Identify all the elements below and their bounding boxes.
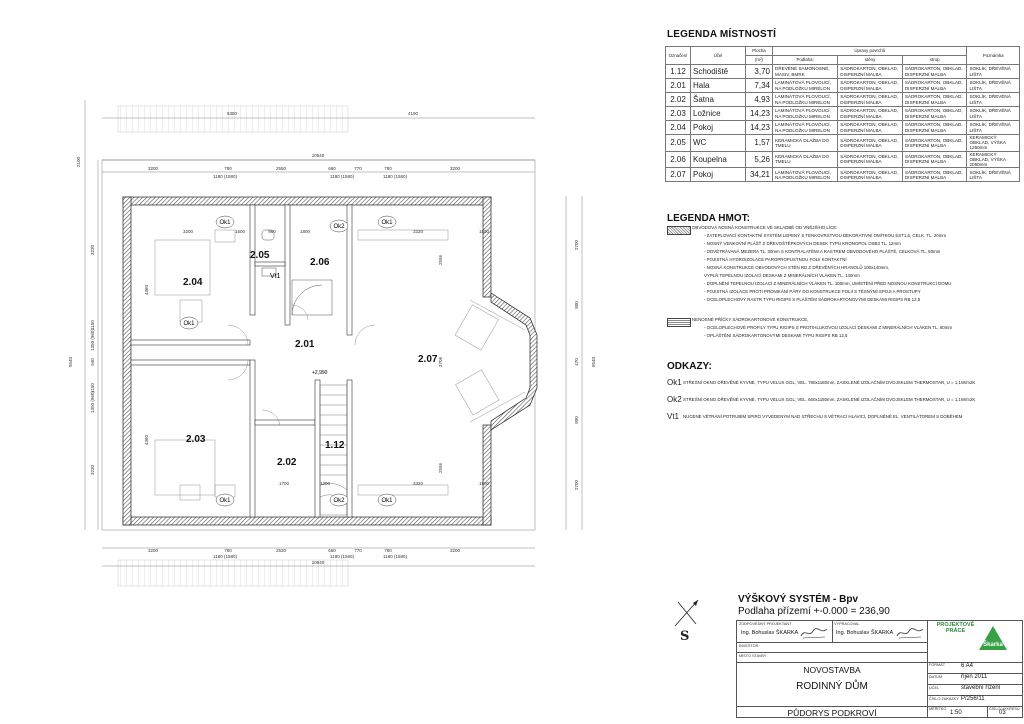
room-note: KERAMICKÝ OBKLAD, VÝŠKA 1250mm [967,135,1020,152]
scale-label: MĚŘÍTKO [929,707,947,711]
room-area: 3,70 [746,65,773,79]
dimension-text: 470 [574,358,579,366]
room-name: Ložnice [691,107,746,121]
col-code: Označení [666,47,691,65]
dimension-text: 3200 [449,548,461,553]
dimension-text: 4360 [144,434,149,446]
room-floor: LAMINÁTOVÁ PLOVOUCÍ, NA PODLOŽKU MIRELON [773,107,838,121]
material-item: - ZATEPLOVACÍ KONTAKTNÍ SYSTÉM LEPENÝ S TENKOVRSTVOU DEKORATIVNÍ OMÍTKOU EST1,5, CELK. TL. 20mm [704,233,947,238]
col-finish-group: Úpravy povrchů [773,47,967,56]
room-walls: SÁDROKARTON, OBKLAD, DISPERZNÍ MALBA [838,135,903,152]
stamp-line1: PROJEKTOVÉ [936,622,975,628]
dimension-text: 2100 [76,156,81,168]
site-label: MÍSTO STAVBY [739,654,767,658]
material-item: - OCELOPLECHOVÉ PROFILY TYPU RIGIPS S PROTIHLUKOVOU IZOLACÍ DESKAMI Z MINERÁLNÍCH VLÁKEN TL. 60mm [704,325,953,330]
dimension-text: 1180 (1580) [330,174,354,179]
dimension-text: 3200 [147,548,159,553]
level-mark: +2,990 [312,370,328,376]
dimension-text: 9540 [591,356,596,368]
dimension-text: 1180 (1580) [383,174,407,179]
company-logo-icon [977,624,1009,652]
dimension-text: 3230 [90,244,95,256]
room-floor: KERAMICKÁ DLAŽBA DO TMELU [773,135,838,152]
dimension-text: 2700 [574,479,579,491]
room-walls: SÁDROKARTON, OBKLAD, DISPERZNÍ MALBA [838,93,903,107]
room-area: 14,23 [746,121,773,135]
dimension-text: 800 [574,301,579,309]
date-label: DATUM [929,675,943,679]
project-line2: RODINNÝ DŮM [796,681,868,692]
dimension-text: 1500 [478,229,490,234]
dimension-text: 3230 [90,464,95,476]
room-row [666,65,1020,79]
room-name: Hala [691,79,746,93]
window-tag-ok1: Ok1 [381,220,393,226]
prepared-label: VYPRACOVAL [834,622,860,626]
title-block [736,620,1023,718]
dimension-text: 1800 [299,229,311,234]
material-item: - OPLÁŠTĚNÍ SÁDROKARTONOVÝMI DESKAMI TYPU RIGIPS RB 12,5 [704,333,848,338]
dimension-text: 770 [354,548,362,553]
room-floor: LAMINÁTOVÁ PLOVOUCÍ, NA PODLOŽKU MIRELON [773,79,838,93]
responsible-label: ZODPOVĚDNÝ PROJEKTANT [739,622,792,626]
room-area: 7,34 [746,79,773,93]
attic-floor-plan [60,90,620,590]
window-tag-ok1: Ok1 [219,220,231,226]
room-code: 2.05 [666,135,691,152]
room-walls: SÁDROKARTON, OBKLAD, DISPERZNÍ MALBA [838,121,903,135]
room-area: 34,21 [746,168,773,182]
outer-wall-left [123,197,131,525]
format-label: FORMÁT [929,663,946,667]
dimension-text: 660 [328,166,336,171]
room-area: 4,93 [746,93,773,107]
room-note: SOKLÍK, DŘEVĚNÁ LIŠTA [967,79,1020,93]
height-system-subtitle: Podlaha přízemí +-0.000 = 236,90 [738,606,890,617]
materials-group2 [692,316,1017,340]
dimension-text: 780 [384,548,392,553]
room-code: 2.01 [666,79,691,93]
materials-legend-title: LEGENDA HMOT: [667,213,750,224]
room-ceiling: SÁDROKARTON, OBKLAD, DISPERZNÍ MALBA [902,107,967,121]
col-area-unit: (m²) [746,56,773,65]
materials-group1-header: OBVODOVÁ NOSNÁ KONSTRUKCE VE SKLADBĚ OD VNĚJŠÍHO LÍCE: [692,225,838,230]
reference-row [667,408,1019,425]
bay-window-wall [491,293,537,430]
window-tag-ok1: Ok1 [381,498,393,504]
room-row [666,168,1020,182]
format-value: 6 A4 [961,663,974,669]
room-ceiling: SÁDROKARTON, OBKLAD, DISPERZNÍ MALBA [902,93,967,107]
room-legend-table [665,46,1020,182]
col-note: Poznámka [967,47,1020,65]
room-code: 2.02 [666,93,691,107]
room-code: 2.06 [666,151,691,168]
north-arrow-icon [672,596,702,644]
reference-row [667,391,1019,408]
dimension-text: 1350 (960) [90,391,95,413]
room-number-label: 2.04 [183,277,203,288]
room-ceiling: SÁDROKARTON, OBKLAD, DISPERZNÍ MALBA [902,135,967,152]
dimension-text: 960 [268,229,276,234]
dimension-text: 780 [224,166,232,171]
dimension-text: 4190 [407,111,419,116]
materials-group1 [692,224,1017,304]
room-number-label: 2.01 [295,339,315,350]
room-ceiling: SÁDROKARTON, OBKLAD, DISPERZNÍ MALBA [902,79,967,93]
room-row [666,135,1020,152]
room-number-label: 2.02 [277,457,297,468]
room-row [666,121,1020,135]
reference-code: Ok2 [667,395,682,404]
stamp-line2: PRÁCE [945,628,966,634]
order-label: ČÍSLO ZAKÁZKY [929,697,959,701]
dimension-text: 1200 [319,481,331,486]
reference-code: Ok1 [667,378,682,387]
scale-value: 1:50 [950,710,962,716]
room-floor: DŘEVĚNÉ SAMONOSNÉ, MASIV, BMRK [773,65,838,79]
room-note: KERAMICKÝ OBKLAD, VÝŠKA 2050mm [967,151,1020,168]
window-tag-ok1: Ok1 [219,498,231,504]
room-floor: LAMINÁTOVÁ PLOVOUCÍ, NA PODLOŽKU MIRELON [773,93,838,107]
dimension-text: 3706 [438,356,443,368]
room-area: 1,57 [746,135,773,152]
col-floor: Podlaha: [773,56,838,65]
dimension-text: 2556 [438,254,443,266]
room-walls: SÁDROKARTON, OBKLAD, DISPERZNÍ MALBA [838,107,903,121]
dimension-text: 2556 [438,462,443,474]
dimension-text: 780 [384,166,392,171]
dimension-text: 1500 [234,229,246,234]
dimension-text: 1500 [478,481,490,486]
room-code: 1.12 [666,65,691,79]
room-row [666,93,1020,107]
project-line1: NOVOSTAVBA [803,665,861,675]
dimension-text: 1180 (1580) [213,554,237,559]
window-tag-ok2: Ok2 [333,224,345,230]
room-name: Koupelna [691,151,746,168]
room-floor: LAMINÁTOVÁ PLOVOUCÍ, NA PODLOŽKU MIRELON [773,168,838,182]
reference-text: STŘEŠNÍ OKNO DŘEVĚNÉ KYVNÉ, TYPU VELUX GGL, VEL. 660x1180mm, ZASKLENÉ IZOLAČNÍM DVOJSKLEM THERMOSTAR, U = 1,1W/m2K [683,397,976,402]
investor-label: INVESTOR [739,644,759,648]
material-item: - ODVĚTRÁVANÁ MEZERA TL. 30mm S KONTRALATĚMI A RASTREM OBVODOVÉHO PLÁŠTĚ, CELKOVÁ TL. 60mm [704,249,941,254]
dimension-text: 10540 [311,153,325,158]
room-name: WC [691,135,746,152]
room-number-label: 2.07 [418,354,438,365]
roof-overhang-top [118,106,348,132]
room-floor: LAMINÁTOVÁ PLOVOUCÍ, NA PODLOŽKU MIRELON [773,121,838,135]
window-tag-ok1: Ok1 [183,321,195,327]
dimension-text: 940 [90,358,95,366]
loadbearing-wall-hatch-swatch [667,226,691,235]
room-number-label: 2.03 [186,434,206,445]
room-area: 5,26 [746,151,773,168]
col-area: Plocha [746,47,773,56]
room-walls: SÁDROKARTON, OBKLAD, DISPERZNÍ MALBA [838,79,903,93]
room-note: SOKLÍK, DŘEVĚNÁ LIŠTA [967,121,1020,135]
dimension-text: 1700 [278,481,290,486]
dimension-text: 3200 [449,166,461,171]
company-stamp [933,622,978,652]
room-ceiling: SÁDROKARTON, OBKLAD, DISPERZNÍ MALBA [902,121,967,135]
dimension-text: 1180 (1580) [213,174,237,179]
dimension-text: 3320 [412,481,424,486]
window-tag-ok2: Ok2 [333,498,345,504]
dimension-text: 6350 [226,111,238,116]
dimension-text: 9540 [68,356,73,368]
dimension-text: 2550 [275,166,287,171]
room-ceiling: SÁDROKARTON, OBKLAD, DISPERZNÍ MALBA [902,151,967,168]
prepared-name: Ing. Bohuslav ŠKARKA [836,630,894,636]
dimension-text: 2530 [275,548,287,553]
room-name: Schodiště [691,65,746,79]
drawing-no-label: ČÍSLO VÝKRESU [989,707,1020,711]
outer-wall-right-upper [483,197,491,297]
reference-text: NUCENÉ VĚTRÁNÍ POTRUBÍM SPIRO VYVEDENÝM NAD STŘECHU S VĚTRACÍ HLAVICÍ, DOPLNĚNÉ EL. VENTILÁTOREM S DOBĚHEM [683,414,963,419]
outer-wall-right-lower [483,425,491,525]
height-system-title: VÝŠKOVÝ SYSTÉM - Bpv [738,594,859,605]
reference-row [667,374,1019,391]
dimension-text: 780 [224,548,232,553]
svg-text:S: S [680,629,690,644]
dimension-text: 3200 [182,229,194,234]
room-note: SOKLÍK, DŘEVĚNÁ LIŠTA [967,168,1020,182]
room-row [666,79,1020,93]
purpose-label: ÚČEL [929,686,940,690]
stamp-logo-text: Škarka [983,642,1003,648]
material-item: - OCELOPLECHOVÝ RASTR TYPU RIGIPS S PLÁŠTĚM SÁDROKARTONOVÝMI DESKAMI RIGIPS RB 12,5 [704,297,921,302]
material-item: - POJISTNÁ IZOLACE PROTI PRONIKÁNÍ PÁRY DO KONSTRUKCE FOLIÍ S TĚSNÝMI SPOJI A PROSTUPY [704,289,921,294]
room-name: Pokoj [691,121,746,135]
dimension-text: 1150 [90,383,95,393]
dimension-text: 770 [354,166,362,171]
room-area: 14,23 [746,107,773,121]
dimension-text: 1180 (1580) [330,554,354,559]
room-name: Pokoj [691,168,746,182]
room-walls: SÁDROKARTON, OBKLAD, DISPERZNÍ MALBA [838,65,903,79]
room-note: SOKLÍK, DŘEVĚNÁ LIŠTA [967,93,1020,107]
reference-text: STŘEŠNÍ OKNO DŘEVĚNÉ KYVNÉ, TYPU VELUX GGL, VEL. 780x1180mm, ZASKLENÉ IZOLAČNÍM DVOJSKLEM THERMOSTAR, U = 1,1W/m2K [683,380,976,385]
legend-title: LEGENDA MÍSTNOSTÍ [667,29,777,40]
drawing-name: PŮDORYS PODKROVÍ [787,708,877,718]
room-floor: KERAMICKÁ DLAŽBA DO TMELU [773,151,838,168]
partitions [131,205,352,517]
dimension-text: 1150 [90,320,95,330]
order-value: P/256/11 [961,696,985,702]
room-code: 2.04 [666,121,691,135]
signature-icon [799,626,829,640]
dimension-text: 3200 [147,166,159,171]
outer-wall-bottom [123,517,491,525]
partition-hatch-swatch [667,318,691,327]
reference-code: Vt1 [667,412,680,421]
room-row [666,151,1020,168]
col-ceiling: strop [902,56,967,65]
room-number-label: 2.06 [310,257,330,268]
ventilation-tag-vt1: Vt1 [270,273,281,280]
references-title: ODKAZY: [667,361,712,372]
signature-icon [895,626,925,640]
dimension-text: 10540 [311,560,325,565]
material-item: - DOPLNĚNÍ TEPELNOU IZOLACÍ Z MINERÁLNÍCH VLÁKEN TL. 100mm, UMÍSTĚNÍ PŘED NOSNOU KONSTRUKCÍ DOMU [704,281,952,286]
room-code: 2.03 [666,107,691,121]
material-item: - NOSNÁ KONSTRUKCE OBVODOVÝCH STĚN RD Z DŘEVĚNÝCH HRANOLŮ 100x140mm, [704,265,890,270]
room-walls: SÁDROKARTON, OBKLAD, DISPERZNÍ MALBA [838,168,903,182]
dimension-text: 4360 [144,284,149,296]
room-row [666,107,1020,121]
room-name: Šatna [691,93,746,107]
dimension-text: 3320 [412,229,424,234]
outer-wall-top [123,197,491,205]
drawing-no-value: 03 [999,710,1006,716]
materials-group2-header: NENOSNÉ PŘÍČKY SÁDROKARTONOVÉ KONSTRUKCE, [692,317,809,322]
col-walls: stěny [838,56,903,65]
dimension-text: 800 [574,416,579,424]
dimension-text: 1350 (960) [90,329,95,351]
references-list [667,374,1019,425]
dimension-text: 2700 [574,239,579,251]
date-value: říjen 2011 [961,674,988,680]
responsible-name: Ing. Bohuslav ŠKARKA [741,630,799,636]
room-number-label: 2.05 [250,250,270,261]
col-use: Účel [691,47,746,65]
room-code: 2.07 [666,168,691,182]
room-note: SOKLÍK, DŘEVĚNÁ LIŠTA [967,65,1020,79]
room-number-label: 1.12 [325,440,345,451]
material-item: VYPLŇ TEPELNOU IZOLACÍ DESKAMI Z MINERÁLNÍCH VLÁKEN TL. 140mm [704,273,860,278]
material-item: - POJISTNÁ HYDROIZOLACE PAROPROPUSTNOU FOLIÍ KONTAKTNÍ [704,257,847,262]
dimension-text: 660 [328,548,336,553]
room-walls: SÁDROKARTON, OBKLAD, DISPERZNÍ MALBA [838,151,903,168]
room-ceiling: SÁDROKARTON, OBKLAD, DISPERZNÍ MALBA [902,168,967,182]
room-ceiling: SÁDROKARTON, OBKLAD, DISPERZNÍ MALBA [902,65,967,79]
material-item: - NOSNÝ VENKOVNÍ PLÁŠŤ Z DŘEVOŠTĚPKOVÝCH DESEK TYPU KRONOPOL OSB3 TL. 12mm [704,241,901,246]
room-note: SOKLÍK, DŘEVĚNÁ LIŠTA [967,107,1020,121]
dimension-text: 1180 (1580) [383,554,407,559]
purpose-value: stavební řízení [961,685,1001,691]
